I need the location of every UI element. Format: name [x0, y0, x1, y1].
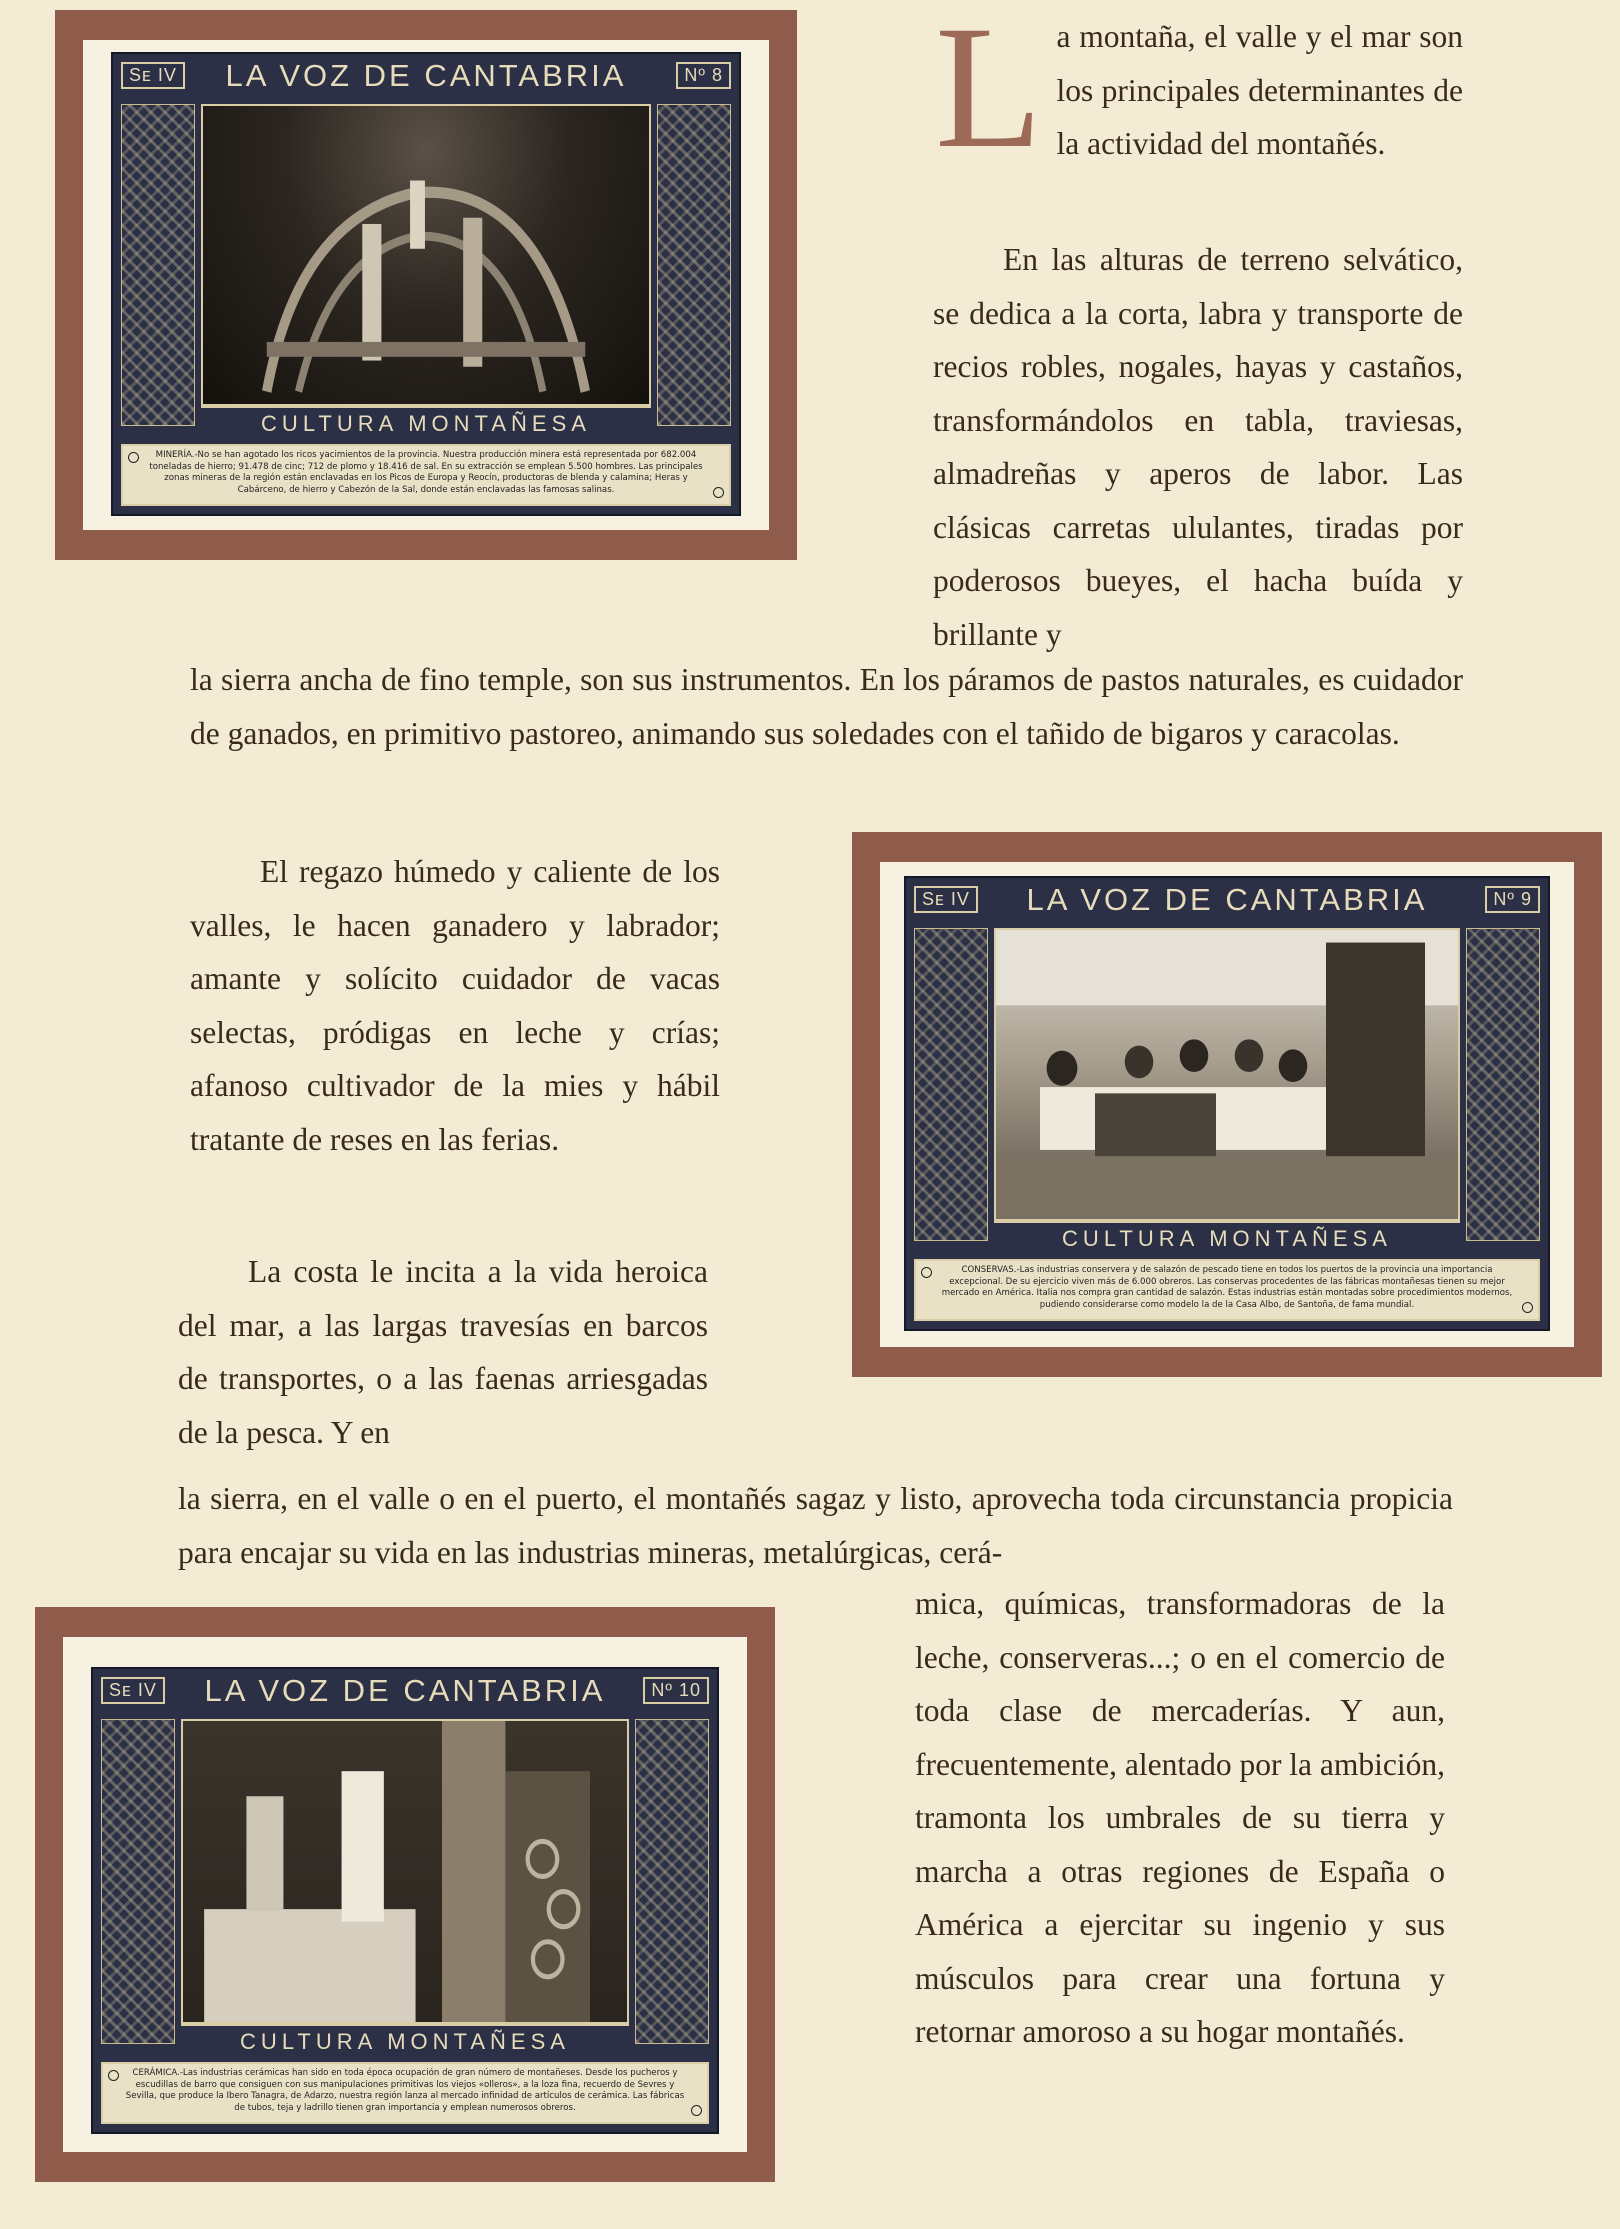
card-mount [63, 1637, 747, 2152]
card-number: Nº 8 [676, 62, 731, 89]
caption-text: CONSERVAS.-Las industrias conservera y de salazón de pescado tiene en todos los puertos de la provincia una importancia excepcional. De su ejercicio viven más de 6.000 obreros. Las conservas procedentes de las fábricas montañesas tienen su mejor mercado en América. Italia nos compra gran cantidad de salazón. Estas industrias están montadas sobre procedimientos modernos, pudiendo considerarse como modelo la de la Casa Albo, de Santoña, de fama mundial. [941, 1265, 1513, 1310]
paragraph-coast: La costa le incita a la vida heroica del mar, a las largas travesías en barcos de transportes, o a las faenas arriesgadas de la pesca. Y en [178, 1254, 708, 1450]
culture-band: CULTURA MONTAÑESA [201, 406, 651, 440]
cannery-photo [994, 928, 1460, 1221]
ceramics-photo [181, 1719, 629, 2024]
card-panel [111, 52, 741, 516]
card-canning [852, 832, 1602, 1377]
paragraph-highlands-continued: la sierra ancha de fino temple, son sus instrumentos. En los páramos de pastos naturales, es cuidador de ganados, en primitivo pastoreo, animando sus soledades con el tañido de bigaros y caracolas. [190, 662, 1463, 751]
card-mining [55, 10, 797, 560]
corn-ornament-right [635, 1719, 709, 2044]
caption-text: CERÁMICA.-Las industrias cerámicas han sido en toda época ocupación de gran número de montañeses. Desde los pucheros y escudillas de barro que consiguen con sus manipulaciones primitivas los viejos «olleros», a la loza fina, recuerdo de Sevres y Sevilla, que produce la Ibero Tanagra, de Adarzo, nuestra región lanza al mercado infinidad de artículos de cerámica. Las fábricas de tubos, teja y ladrillo tienen gran importancia y emplean numerosos obreros. [125, 2068, 685, 2113]
series-label: Sᴇ IV [121, 62, 185, 89]
card-caption [101, 2062, 709, 2124]
bullet-icon [691, 2105, 702, 2116]
paragraph-intro [933, 0, 1463, 185]
card-mount [83, 40, 769, 530]
corn-ornament-left [101, 1719, 175, 2044]
card-mount [880, 862, 1574, 1347]
card-caption [914, 1259, 1540, 1321]
card-caption [121, 444, 731, 506]
series-label: Sᴇ IV [914, 886, 978, 913]
series-label: Sᴇ IV [101, 1677, 165, 1704]
card-ceramics [35, 1607, 775, 2182]
card-panel [904, 876, 1550, 1331]
mine-photo [201, 104, 651, 406]
paragraph-highlands: En las alturas de terreno selvático, se dedica a la corta, labra y transporte de recios robles, nogales, hayas y castaños, transformándolos en tabla, traviesas, almadreñas y aperos de labor. Las clásicas carretas ululantes, tiradas por poderosos bueyes, el hacha buída y brillante y [933, 242, 1463, 652]
caption-text: MINERÍA.-No se han agotado los ricos yacimientos de la provincia. Nuestra producción minera está representada por 682.004 toneladas de hierro; 91.478 de cinc; 712 de plomo y 18.416 de sal. En su extracción se emplean 5.500 hombres. Las principales zonas mineras de la región están enclavadas en los Picos de Europa y Reocín, productoras de blenda y calamina; Heras y Cabárceno, de hierro y Cabezón de la Sal, donde están enclavadas las famosas salinas. [149, 450, 703, 495]
bullet-icon [128, 452, 139, 463]
culture-band: CULTURA MONTAÑESA [181, 2024, 629, 2058]
bullet-icon [921, 1267, 932, 1278]
bullet-icon [713, 487, 724, 498]
bullet-icon [1522, 1302, 1533, 1313]
bullet-icon [108, 2070, 119, 2081]
corn-ornament-left [914, 928, 988, 1241]
paragraph-industries: mica, químicas, transformadoras de la leche, conserveras...; o en el comercio de toda clase de mercaderías. Y aun, frecuentemente, alentado por la ambición, tramonta los umbrales de su tierra y marcha a otras regiones de España o América a ejercitar su ingenio y sus músculos para crear una fortuna y retornar amoroso a su hogar montañés. [915, 1586, 1446, 2049]
paragraph-coast-continued: la sierra, en el valle o en el puerto, el montañés sagaz y listo, aprovecha toda circunstancia propicia para encajar su vida en las industrias mineras, metalúrgicas, cerá- [178, 1481, 1453, 1570]
card-title: LA VOZ DE CANTABRIA [204, 1673, 606, 1708]
drop-cap-letter: L [935, 0, 1043, 185]
corn-ornament-right [657, 104, 731, 426]
corn-ornament-left [121, 104, 195, 426]
paragraph-intro-text: a montaña, el valle y el mar son los principales determinantes de la actividad del montañés. [1056, 19, 1463, 161]
card-number: Nº 10 [643, 1677, 709, 1704]
card-title: LA VOZ DE CANTABRIA [225, 58, 627, 93]
card-number: Nº 9 [1485, 886, 1540, 913]
card-panel [91, 1667, 719, 2134]
paragraph-valleys: El regazo húmedo y caliente de los valles, le hacen ganadero y labrador; amante y solícito cuidador de vacas selectas, pródigas en leche y crías; afanoso cultivador de la mies y hábil tratante de reses en las ferias. [190, 854, 720, 1157]
culture-band: CULTURA MONTAÑESA [994, 1221, 1460, 1255]
card-title: LA VOZ DE CANTABRIA [1026, 882, 1428, 917]
corn-ornament-right [1466, 928, 1540, 1241]
